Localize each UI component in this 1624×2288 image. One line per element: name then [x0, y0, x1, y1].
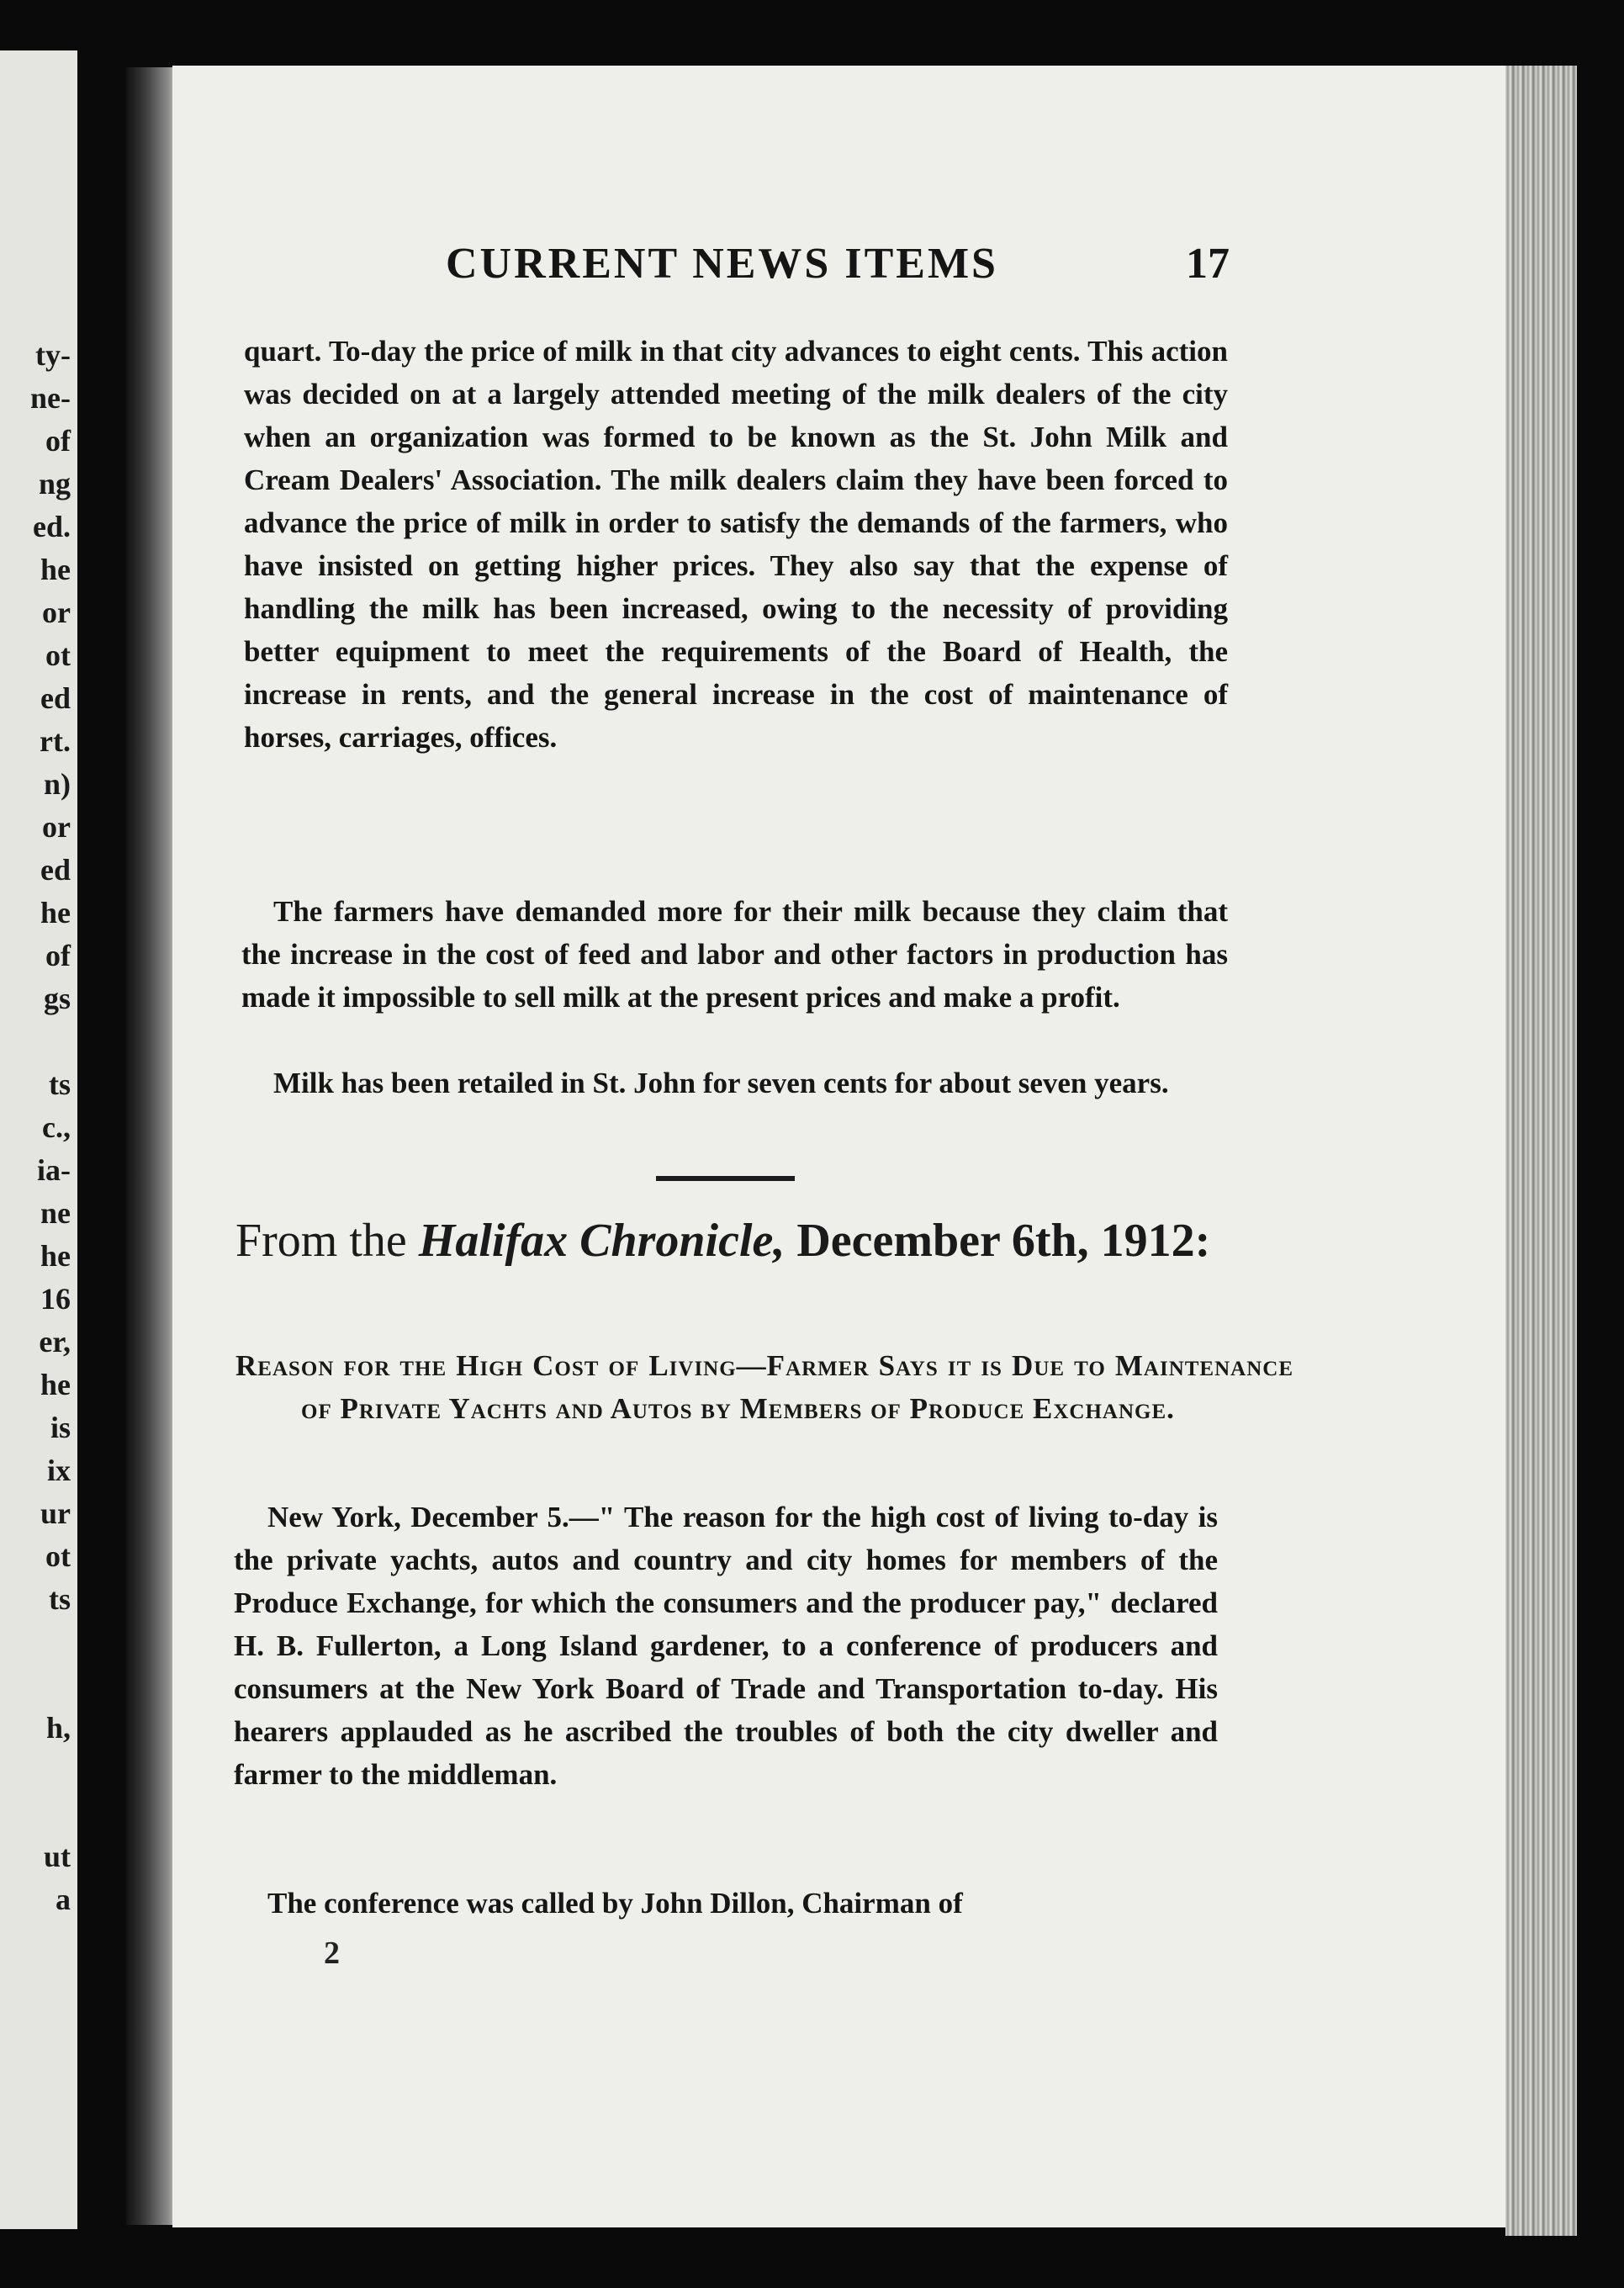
prev-page-line: ts	[49, 1067, 71, 1101]
prev-page-line: ed	[40, 853, 71, 887]
prev-page-line: he	[40, 1368, 71, 1401]
section-divider	[656, 1176, 795, 1181]
article-paragraph-2: The farmers have demanded more for their milk because they claim that the increase in the cost of feed and labor and other factors in production has made it impossible to sell milk at the present prices and make a profit.	[241, 895, 1228, 1014]
prev-page-line: ot	[45, 638, 71, 672]
source-date: December 6th, 1912:	[785, 1215, 1211, 1267]
source-publication: Halifax Chronicle,	[418, 1215, 786, 1267]
prev-page-line: ne	[40, 1196, 71, 1230]
prev-page-line: ed.	[33, 510, 71, 543]
prev-page-line: of	[45, 424, 71, 458]
prev-page-line: n)	[43, 767, 71, 801]
prev-page-line: ng	[38, 467, 71, 500]
page-edges	[1505, 66, 1577, 2236]
running-head: CURRENT NEWS ITEMS	[446, 240, 998, 288]
prev-page-line: rt.	[40, 724, 71, 758]
prev-page-line: he	[40, 1239, 71, 1273]
prev-page-line: c.,	[42, 1110, 71, 1144]
prev-page-line: or	[42, 810, 71, 844]
prev-page-line: ur	[40, 1496, 71, 1530]
page-number: 17	[1186, 240, 1230, 288]
prev-page-line: ty-	[35, 338, 71, 372]
prev-page-line: ot	[45, 1539, 71, 1573]
article-paragraph-3: Milk has been retailed in St. John for seven cents for about seven years.	[273, 1067, 1169, 1099]
prev-page-line: ix	[46, 1454, 71, 1487]
prev-page-line: gs	[43, 982, 71, 1015]
prev-page-line: h,	[45, 1711, 71, 1745]
prev-page-line: he	[40, 896, 71, 930]
article-paragraph-1: quart. To-day the price of milk in that city advances to eight cents. This action was decided on at a largely attended meeting of the milk dealers of the city when an organization was formed to be known as the St. John Milk and Cream Dealers' Association. The milk dealers claim they have been forced to advance the price of milk in order to satisfy the demands of the farmers, who have insisted on getting higher prices. They also say that the expense of handling the milk has been increased, owing to the necessity of providing better equipment to meet the requirements of the Board of Health, the increase in rents, and the general increase in the cost of maintenance of horses, carriages, offices.	[244, 335, 1228, 754]
signature-mark: 2	[324, 1936, 340, 1971]
prev-page-line: ne-	[30, 381, 71, 415]
prev-page-line: he	[40, 553, 71, 586]
prev-page-line: ts	[49, 1582, 71, 1616]
prev-page-line: 16	[40, 1282, 71, 1316]
article-subheading: Reason for the High Cost of Living—Farmer Says it is Due to Maintenance of Private Yachts and Autos by Members of Produce Exchange.	[235, 1349, 1293, 1425]
prev-page-line: ed	[40, 681, 71, 715]
previous-page-fragment	[0, 50, 77, 2229]
prev-page-line: er,	[39, 1325, 71, 1358]
prev-page-line: a	[56, 1883, 71, 1916]
prev-page-line: ut	[43, 1840, 71, 1873]
news-paragraph-1: New York, December 5.—" The reason for the high cost of living to-day is the private yachts, autos and country and city homes for members of the Produce Exchange, for which the consumers and the producer pay," declared H. B. Fullerton, a Long Island gardener, to a conference of producers and consumers at the New York Board of Trade and Transportation to-day. His hearers applauded as he ascribed the troubles of both the city dweller and farmer to the middleman.	[234, 1501, 1218, 1791]
prev-page-line: of	[45, 939, 71, 972]
source-prefix: From the	[235, 1215, 419, 1267]
book-gutter-shadow	[126, 67, 178, 2225]
prev-page-line: is	[50, 1411, 71, 1444]
prev-page-line: ia-	[37, 1153, 71, 1187]
news-paragraph-2: The conference was called by John Dillon, Chairman of	[267, 1887, 963, 1920]
source-heading	[235, 1216, 1228, 1266]
prev-page-line: or	[42, 596, 71, 629]
